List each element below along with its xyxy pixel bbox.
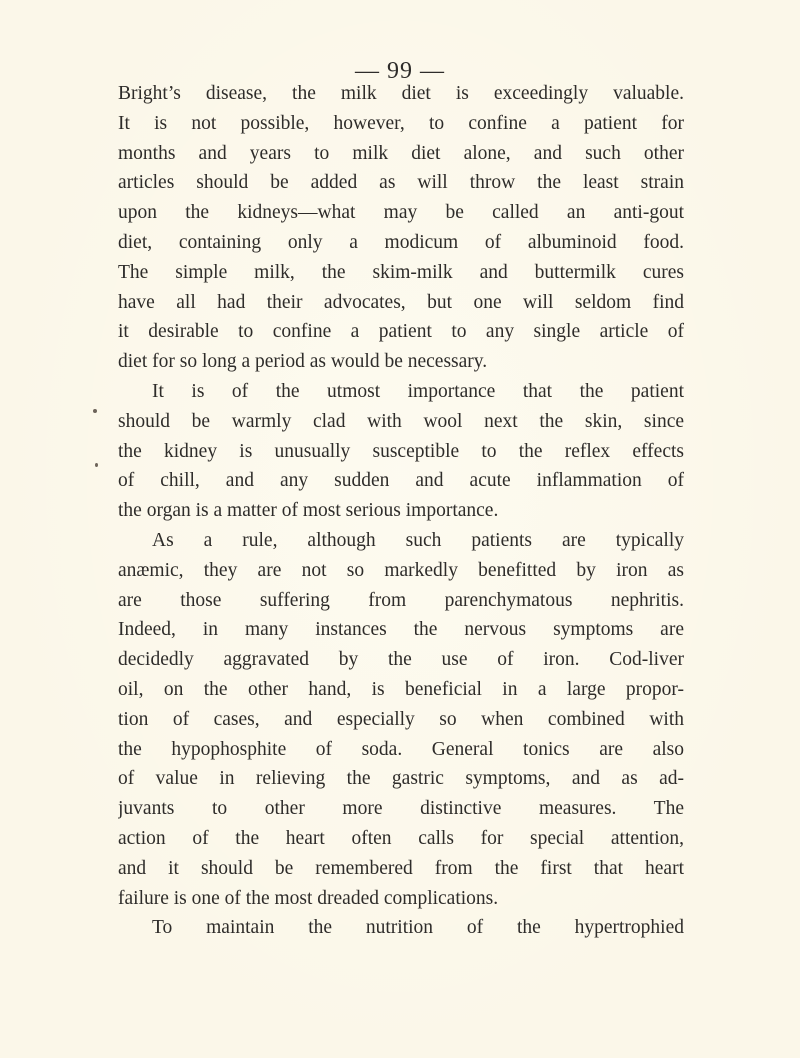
text-line: action of the heart often calls for special attention, (118, 827, 684, 849)
text-line: decidedly aggravated by the use of iron. Cod-liver (118, 649, 684, 671)
text-line: As a rule, although such patients are typically (152, 529, 684, 551)
text-line: The simple milk, the skim-milk and buttermilk cures (118, 261, 684, 283)
text-line: Indeed, in many instances the nervous symptoms are (118, 619, 684, 641)
text-line: and it should be remembered from the first that heart (118, 857, 684, 879)
paper-speck (93, 409, 97, 413)
text-line: the organ is a matter of most serious importance. (118, 500, 499, 522)
text-line: the hypophosphite of soda. General tonics are also (118, 738, 684, 760)
text-line: diet for so long a period as would be necessary. (118, 351, 488, 373)
text-line: diet, containing only a modicum of albuminoid food. (118, 231, 684, 253)
text-line: should be warmly clad with wool next the skin, since (118, 410, 684, 432)
text-line: it desirable to confine a patient to any single article of (118, 321, 684, 343)
text-line: are those suffering from parenchymatous nephritis. (118, 589, 684, 611)
text-line: the kidney is unusually susceptible to the reflex effects (118, 440, 684, 462)
text-line: upon the kidneys—what may be called an anti-gout (118, 202, 684, 224)
body-text (118, 79, 684, 943)
text-line: To maintain the nutrition of the hypertrophied (152, 917, 684, 939)
text-line: It is not possible, however, to confine a patient for (118, 112, 684, 134)
text-line: have all had their advocates, but one will seldom find (118, 291, 684, 313)
page-number: — 99 — (355, 58, 445, 84)
text-line: anæmic, they are not so markedly benefitted by iron as (118, 559, 684, 581)
text-line: oil, on the other hand, is beneficial in a large propor- (118, 678, 684, 700)
text-line: It is of the utmost importance that the patient (152, 380, 684, 402)
text-line: months and years to milk diet alone, and such other (118, 142, 684, 164)
text-line: of chill, and any sudden and acute inflammation of (118, 470, 684, 492)
text-line: failure is one of the most dreaded complications. (118, 887, 499, 909)
text-line: articles should be added as will throw the least strain (118, 172, 684, 194)
text-line: juvants to other more distinctive measures. The (118, 798, 684, 820)
text-line: tion of cases, and especially so when combined with (118, 708, 684, 730)
paper-speck (95, 463, 98, 467)
text-line: Bright’s disease, the milk diet is exceedingly valuable. (118, 83, 684, 104)
text-line: of value in relieving the gastric symptoms, and as ad- (118, 768, 684, 790)
